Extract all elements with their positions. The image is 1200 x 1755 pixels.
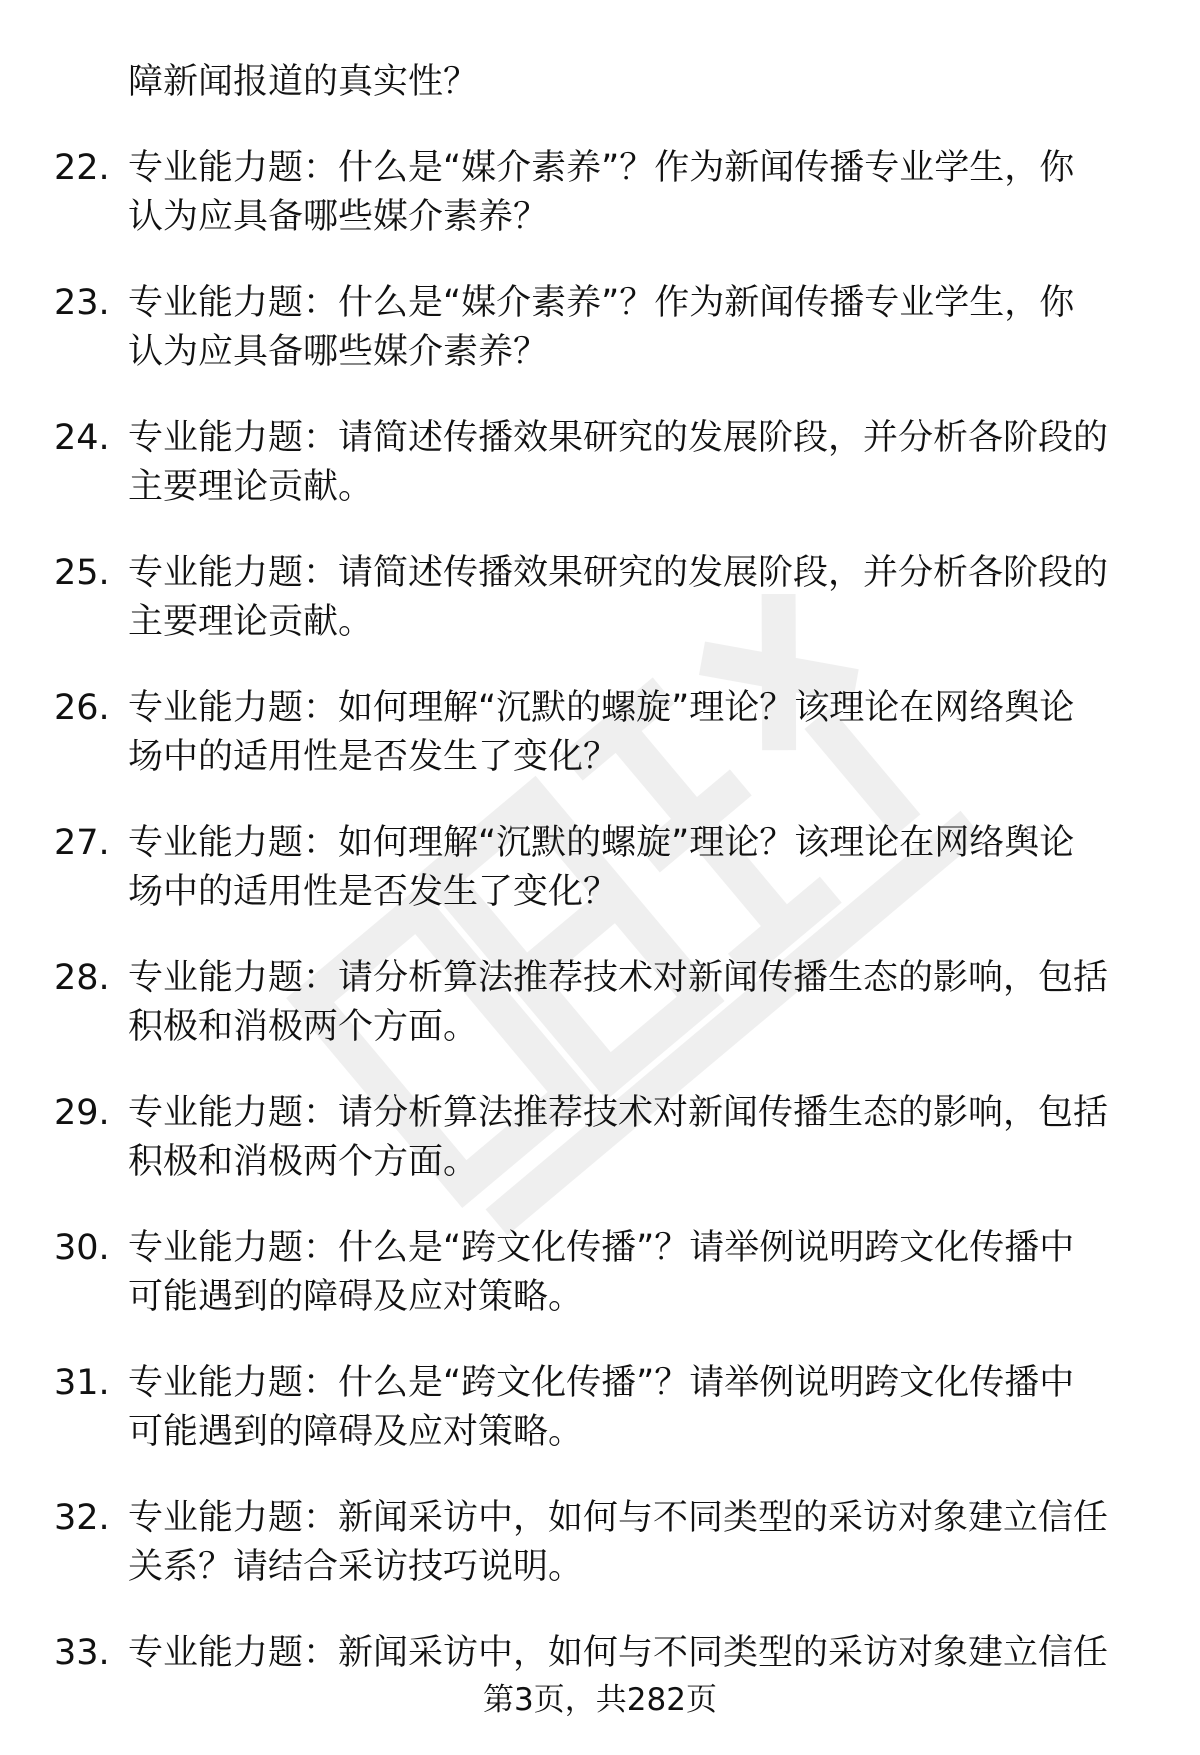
question-text-line: 认为应具备哪些媒介素养？ [128,332,549,372]
question-text-line: 积极和消极两个方面。 [128,1007,479,1047]
question-text-line: 专业能力题：请分析算法推荐技术对新闻传播生态的影响，包括 [128,958,1109,998]
question-text-line: 主要理论贡献。 [128,602,374,642]
question-text-line: 专业能力题：新闻采访中，如何与不同类型的采访对象建立信任 [128,1498,1109,1538]
question-text-line: 专业能力题：什么是“媒介素养”？作为新闻传播专业学生，你 [128,148,1075,188]
question-number: 33. [54,1633,110,1673]
question-text-line: 积极和消极两个方面。 [128,1142,479,1182]
question-text-line: 专业能力题：请简述传播效果研究的发展阶段，并分析各阶段的 [128,418,1109,458]
question-item [0,819,1200,917]
continuation-text: 障新闻报道的真实性？ [128,62,479,102]
question-number: 29. [54,1093,110,1133]
question-text-line: 专业能力题：什么是“跨文化传播”？请举例说明跨文化传播中 [128,1363,1075,1403]
question-number: 25. [54,553,110,593]
question-item [0,954,1200,1052]
question-number: 32. [54,1498,110,1538]
question-number: 24. [54,418,110,458]
question-item [0,1359,1200,1457]
question-number: 30. [54,1228,110,1268]
question-item [0,1629,1200,1678]
question-number: 26. [54,688,110,728]
question-text-line: 专业能力题：什么是“跨文化传播”？请举例说明跨文化传播中 [128,1228,1075,1268]
question-item [0,1089,1200,1187]
question-text-line: 专业能力题：请简述传播效果研究的发展阶段，并分析各阶段的 [128,553,1109,593]
question-text-line: 场中的适用性是否发生了变化？ [128,872,619,912]
question-text-line: 关系？请结合采访技巧说明。 [128,1547,584,1587]
question-list [0,58,1200,1715]
question-text-line: 可能遇到的障碍及应对策略。 [128,1277,584,1317]
question-text-line: 可能遇到的障碍及应对策略。 [128,1412,584,1452]
question-item [0,684,1200,782]
question-item [0,1494,1200,1592]
question-item [0,144,1200,242]
question-number: 23. [54,283,110,323]
question-text-line: 专业能力题：新闻采访中，如何与不同类型的采访对象建立信任 [128,1633,1109,1673]
question-text-line: 专业能力题：请分析算法推荐技术对新闻传播生态的影响，包括 [128,1093,1109,1133]
question-number: 27. [54,823,110,863]
question-text-line: 主要理论贡献。 [128,467,374,507]
question-item [0,414,1200,512]
question-text-line: 专业能力题：如何理解“沉默的螺旋”理论？该理论在网络舆论 [128,688,1075,728]
question-text-line: 场中的适用性是否发生了变化？ [128,737,619,777]
page-footer: 第3页，共282页 [483,1682,717,1718]
question-item [0,279,1200,377]
question-number: 22. [54,148,110,188]
question-item [0,549,1200,647]
question-text-line: 专业能力题：如何理解“沉默的螺旋”理论？该理论在网络舆论 [128,823,1075,863]
question-text-line: 专业能力题：什么是“媒介素养”？作为新闻传播专业学生，你 [128,283,1075,323]
question-number: 31. [54,1363,110,1403]
question-item [0,1224,1200,1322]
question-number: 28. [54,958,110,998]
question-text-line: 认为应具备哪些媒介素养？ [128,197,549,237]
